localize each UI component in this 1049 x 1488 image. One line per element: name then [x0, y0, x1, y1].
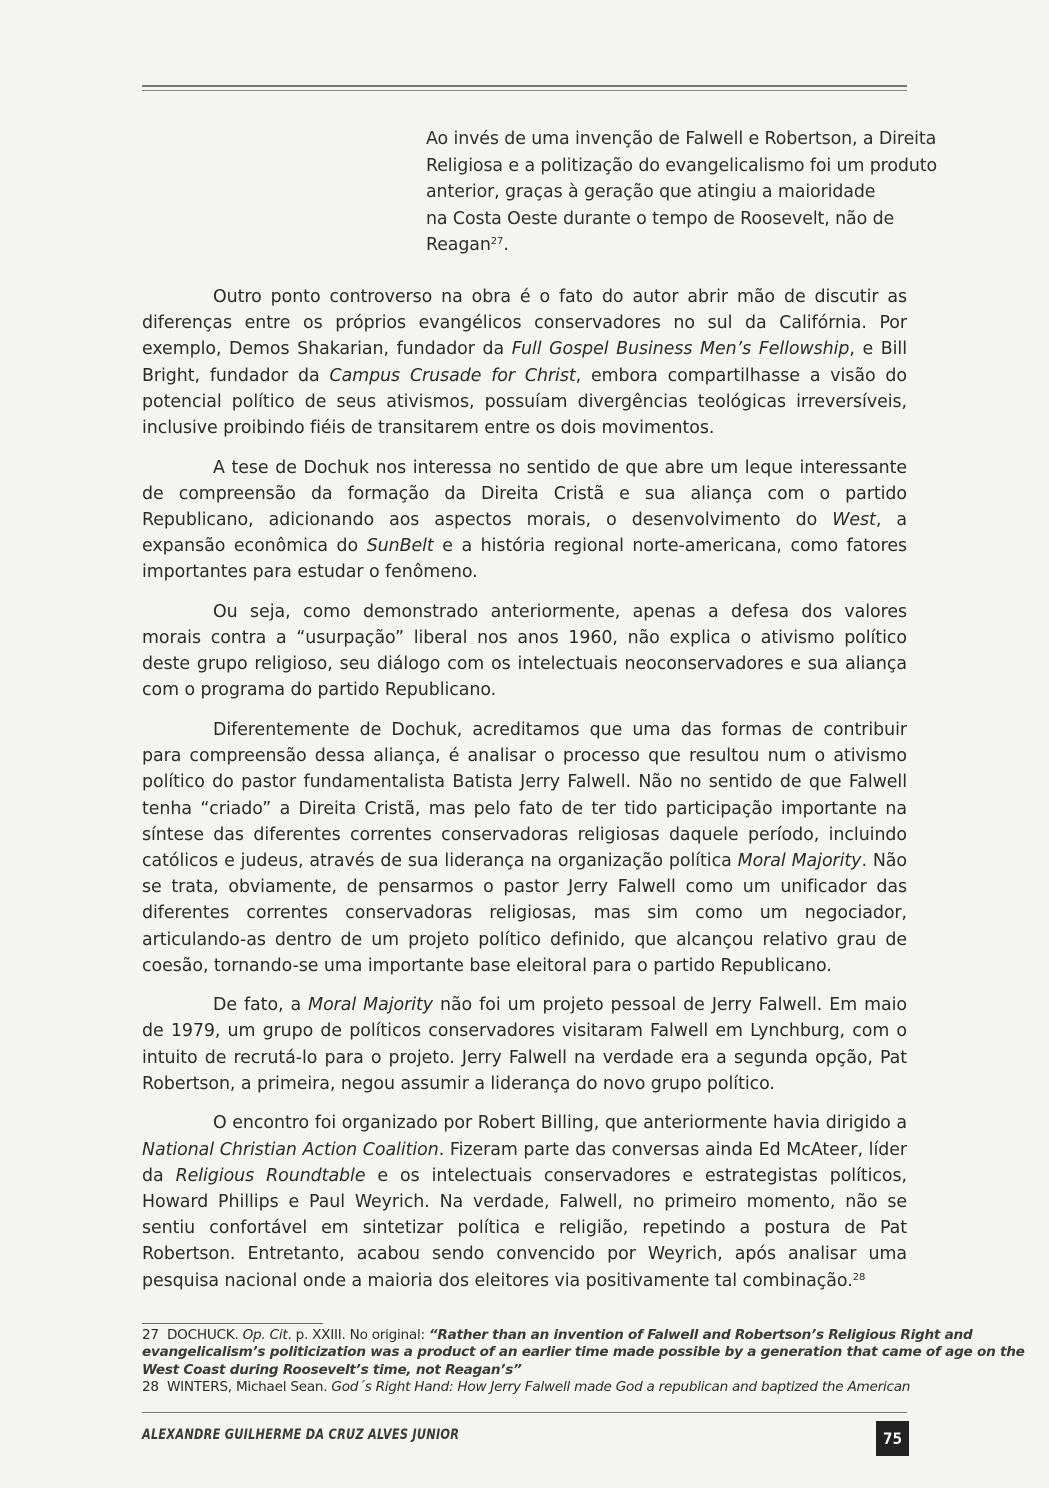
- footnote-28: [142, 1379, 912, 1396]
- footnote-27: [142, 1327, 1025, 1379]
- paragraph-text: . Fizeram parte das conversas ainda Ed McAteer, líder da: [142, 1139, 907, 1186]
- quote-line: Reagan$^{27}$.: [426, 235, 509, 256]
- paragraph-text: , e Bill Bright, fundador da: [142, 339, 908, 386]
- paragraph-2: [142, 455, 907, 586]
- footnotes: [142, 1327, 1025, 1397]
- quote-line: Ao invés de uma invenção de Falwell e Robertson, a Direita: [426, 129, 937, 149]
- page-number: 75: [876, 1421, 909, 1456]
- footnote-separator: [142, 1323, 323, 1324]
- footnote-title: God´s Right Hand: How Jerry Falwell made God a republican and baptized the American: [331, 1379, 911, 1396]
- italic-term: SunBelt: [366, 536, 434, 557]
- block-quote: [426, 126, 938, 259]
- footnote-ref-27[interactable]: 27: [490, 236, 504, 248]
- italic-term: Moral Majority: [308, 995, 433, 1016]
- paragraph-1: [142, 284, 907, 441]
- italic-term: National Christian Action Coalition: [142, 1139, 439, 1160]
- italic-term: West: [832, 509, 876, 530]
- paragraph-text: , a expansão econômica do: [142, 509, 907, 557]
- quote-line: Religiosa e a politização do evangelicalismo foi um produto: [426, 155, 938, 176]
- quote-line: na Costa Oeste durante o tempo de Roosevelt, não de: [426, 208, 895, 229]
- paragraph-text: , embora compartilhasse a visão do potencial político de seus ativismos, possuíam divergências teológicas irreversíveis, inclusive proibindo fiéis de transitarem entre os dois movimentos.: [142, 365, 907, 439]
- footnote-opcit: Op. Cit: [242, 1327, 288, 1343]
- italic-term: Campus Crusade for Christ: [329, 365, 576, 386]
- paragraph-text: A tese de Dochuk nos interessa no sentido de que abre um leque interessante de compreensão da formação da Direita Cristã e sua aliança com o partido Republicano, adicionando aos aspectos morais, o desenvolvimento do: [142, 457, 907, 530]
- body-text: [142, 284, 907, 1294]
- footer-rule: [142, 1412, 907, 1413]
- footnote-text: . p. XXIII. No original:: [287, 1327, 429, 1343]
- paragraph-text: não foi um projeto pessoal de Jerry Falwell. Em maio de 1979, um grupo de políticos conservadores visitaram Falwell em Lynchburg, com o intuito de recrutá-lo para o projeto. Jerry Falwell na verdade era a segunda opção, Pat Robertson, a primeira, negou assumir a liderança do novo grupo político.: [142, 995, 907, 1094]
- footnote-number: 27: [142, 1327, 159, 1343]
- paragraph-5: [142, 992, 907, 1097]
- paragraph-text: De fato, a: [213, 995, 309, 1016]
- paragraph-text: e a história regional norte-americana, como fatores importantes para estudar o fenômeno.: [142, 536, 907, 583]
- paragraph-4: [142, 717, 907, 979]
- paragraph-text: Outro ponto controverso na obra é o fato do autor abrir mão de discutir as diferenças entre os próprios evangélicos conservadores no sul da Califórnia. Por exemplo, Demos Shakarian, fundador da: [142, 287, 907, 360]
- paragraph-text: e os intelectuais conservadores e estrategistas políticos, Howard Phillips e Paul Weyrich. Na verdade, Falwell, no primeiro momento, não se sentiu confortável em sintetizar política e religião, repetindo a postura de Pat Robertson. Entretanto, acabou sendo convencido por Weyrich, após analisar uma pesquisa nacional onde a maioria dos eleitores via positivamente tal combinação.: [142, 1165, 907, 1291]
- footnote-author: DOCHUCK.: [166, 1327, 243, 1343]
- paragraph-text: . Não se trata, obviamente, de pensarmos o pastor Jerry Falwell como um unificador das diferentes correntes conservadoras religiosas, mas sim como um negociador, articulando-as dentro de um projeto político definido, que alcançou relativo grau de coesão, tornando-se uma importante base eleitoral para o partido Republicano.: [142, 850, 907, 976]
- header-rule-thin: [142, 90, 907, 91]
- paragraph-3: Ou seja, como demonstrado anteriormente, apenas a defesa dos valores morais contra a “usurpação” liberal nos anos 1960, não explica o ativismo político deste grupo religioso, seu diálogo com os intelectuais neoconservadores e sua aliança com o programa do partido Republicano.: [142, 601, 907, 701]
- italic-term: Moral Majority: [737, 850, 862, 871]
- italic-term: Full Gospel Business Men’s Fellowship: [511, 339, 850, 360]
- footnote-line: [142, 1327, 973, 1344]
- footnote-original: “Rather than an invention of Falwell and Robertson’s Religious Right and: [428, 1327, 973, 1343]
- paragraph-text: O encontro foi organizado por Robert Billing, que anteriormente havia dirigido a: [213, 1113, 907, 1134]
- footnote-original: evangelicalism’s politicization was a product of an earlier time made possible by a generation that came of age on the: [142, 1344, 1025, 1361]
- footnote-original: West Coast during Roosevelt’s time, not Reagan’s”: [142, 1361, 522, 1378]
- quote-line-text: Reagan: [426, 235, 491, 256]
- paragraph-6: [142, 1110, 907, 1293]
- header-rule-thick: [142, 85, 907, 87]
- footnote-author: WINTERS, Michael Sean.: [166, 1379, 332, 1396]
- paragraph-text: Diferentemente de Dochuk, acreditamos que uma das formas de contribuir para compreensão dessa aliança, é analisar o processo que resultou num o ativismo político do pastor fundamentalista Batista Jerry Falwell. Não no sentido de que Falwell tenha “criado” a Direita Cristã, mas pelo fato de ter tido participação importante na síntese das diferentes correntes conservadoras religiosas daquele período, incluindo católicos e judeus, através de sua liderança na organização política: [142, 719, 907, 871]
- quote-line: anterior, graças à geração que atingiu a maioridade: [426, 182, 876, 203]
- footnote-number: 28: [142, 1379, 159, 1396]
- italic-term: Religious Roundtable: [175, 1165, 366, 1186]
- footnote-ref-28[interactable]: 28: [852, 1271, 866, 1283]
- running-footer-author: ALEXANDRE GUILHERME DA CRUZ ALVES JUNIOR: [142, 1427, 460, 1443]
